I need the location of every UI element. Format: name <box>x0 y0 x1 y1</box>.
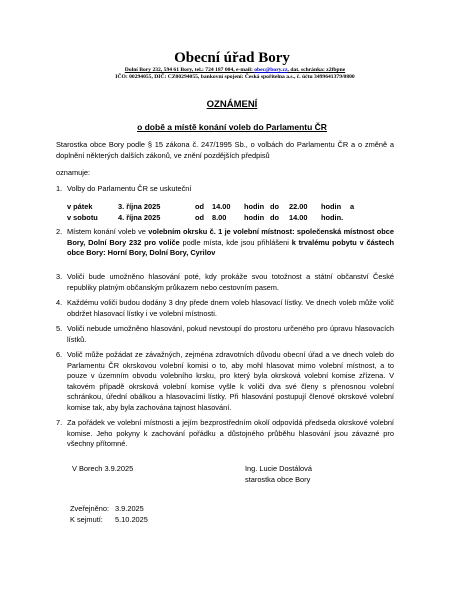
schedule-hod: hodin <box>321 202 342 211</box>
item-number: 3. <box>56 272 63 281</box>
published-label: Zveřejněno: <box>70 504 110 513</box>
schedule-do: do <box>270 212 280 222</box>
office-address <box>40 67 430 74</box>
item-4-text: Každému voliči budou dodány 3 dny přede dnem voleb hlasovací lístky. Ve dnech voleb může volič obdržet hlasovací lístky i ve volební místnosti. <box>67 298 394 318</box>
schedule-end: a <box>350 202 355 211</box>
announce-text: oznamuje: <box>56 168 91 177</box>
item-number: 6. <box>56 350 63 359</box>
address-suffix: , dat. schránka: z2fbpne <box>287 67 346 73</box>
schedule-do: do <box>270 202 280 211</box>
office-title: Obecní úřad Bory <box>174 50 290 66</box>
signer-role: starostka obce Bory <box>245 475 311 484</box>
schedule-date: 3. října 2025 <box>118 202 161 211</box>
item-number: 2. <box>56 227 63 236</box>
office-ids: IČO: 00294055, DIČ: CZ00294055, bankovní spojení: Česká spořitelna a.s., č. účtu 3499641379/0800 <box>115 74 355 80</box>
schedule-hod: hodin. <box>321 212 344 222</box>
published-date: 3.9.2025 <box>115 504 144 513</box>
schedule-day: v pátek <box>67 202 93 211</box>
item-6-text: Volič může požádat ze závažných, zejména zdravotních důvodu obecní úřad a ve dnech voleb do Parlamentu ČR okrskovou volební komisi o to, aby mohl hlasovat mimo volební místnost, a to pouze v územním obvodu volebního krsku, pro který byla okrsková volební komise zřízena. V takovém případě okrsková volební komise vyšle k voliči dva své členy s přenosnou volební schránkou, úřední obálkou a hlasovacími lístky. Při hlasování postupují členové okrskové volební komise tak, aby byla zachována tajnost hlasování. <box>67 350 394 412</box>
notice-title: OZNÁMENÍ <box>206 99 258 110</box>
place-date: V Borech 3.9.2025 <box>72 464 134 473</box>
schedule-from: 14.00 <box>212 202 231 211</box>
schedule-hod: hodin <box>244 212 265 222</box>
schedule-from: 8.00 <box>212 212 227 222</box>
removed-label: K sejmutí: <box>70 515 103 524</box>
notice-subtitle: o době a místě konání voleb do Parlamentu ČR <box>137 122 327 132</box>
schedule-date: 4. října 2025 <box>118 212 161 222</box>
item-3-text: Voliči bude umožněno hlasování poté, kdy prokáže svou totožnost a státní občanství České republiky platným občanským průkazem nebo cestovním pasem. <box>67 272 394 292</box>
item-number: 5. <box>56 324 63 333</box>
schedule-day: v sobotu <box>67 212 98 222</box>
schedule-hod: hodin <box>244 202 265 211</box>
signer-name: Ing. Lucie Dostálová <box>245 464 312 473</box>
item-2-text: Místem konání voleb ve volebním okrsku č. 1 je volební místnost: společenská místnost obce Bory, Dolní Bory 232 pro voliče podle místa, kde jsou přihlášeni k trvalému pobytu v částech obce Bory: Horní Bory, Dolní Bory, Cyrilov <box>67 227 395 258</box>
intro-paragraph: Starostka obce Bory podle § 15 zákona č. 247/1995 Sb., o volbách do Parlamentu ČR a o změně a doplnění některých dalších zákonů, ve znění pozdějších předpisů <box>56 140 394 160</box>
item-number: 1. <box>56 184 63 193</box>
schedule-to: 22.00 <box>289 202 308 211</box>
schedule-to: 14.00 <box>289 212 308 222</box>
removed-date: 5.10.2025 <box>115 515 148 524</box>
item-number: 4. <box>56 298 63 307</box>
schedule-od: od <box>195 202 205 211</box>
item-7-text: Za pořádek ve volební místnosti a jejím bezprostředním okolí odpovídá předseda okrskové volební komise. Jeho pokyny k zachování pořádku a důstojného průběhu hlasování jsou závazné pro všechny přítomné. <box>67 418 394 449</box>
item-number: 7. <box>56 418 63 427</box>
address-prefix: Dolní Bory 232, 594 61 Bory, tel.: 724 187 004, e-mail: <box>124 67 255 73</box>
item-5-text: Voliči nebude umožněno hlasování, pokud nevstoupí do prostoru určeného pro úpravu hlasovacích lístků. <box>67 324 394 344</box>
item-1-text: Volby do Parlamentu ČR se uskuteční <box>67 184 192 193</box>
email-link[interactable]: obec@bory.cz <box>254 67 288 73</box>
schedule-od: od <box>195 212 205 222</box>
